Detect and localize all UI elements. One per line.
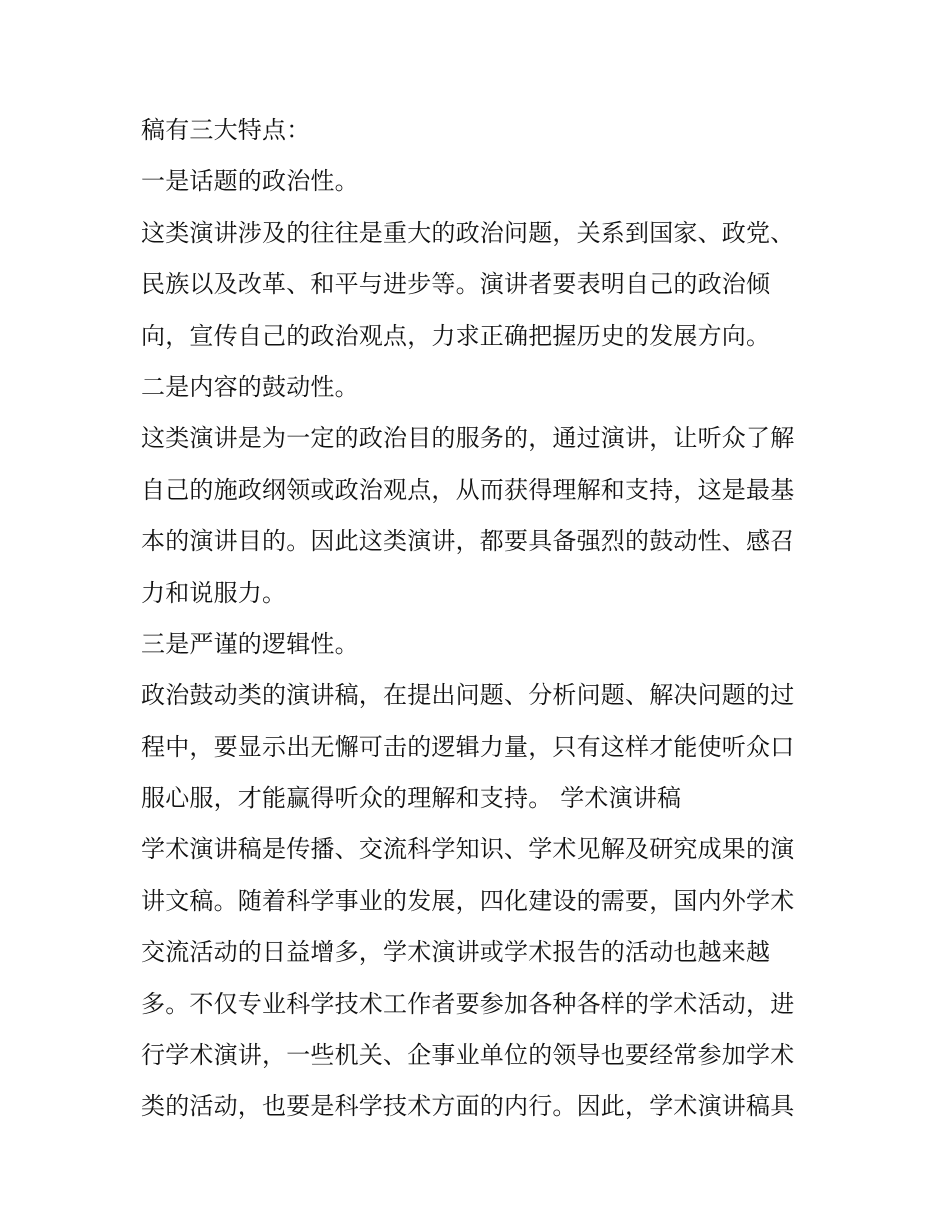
text-line: 自己的施政纲领或政治观点，从而获得理解和支持，这是最基 (141, 475, 795, 504)
text-line: 这类演讲涉及的往往是重大的政治问题，关系到国家、政党、 (141, 218, 795, 247)
text-line: 这类演讲是为一定的政治目的服务的，通过演讲，让听众了解 (141, 424, 795, 453)
text-line-academic-heading: 服心服，才能赢得听众的理解和支持。 学术演讲稿 (141, 784, 682, 813)
heading-rigorous-logic: 三是严谨的逻辑性。 (141, 629, 359, 658)
text-line: 本的演讲目的。因此这类演讲，都要具备强烈的鼓动性、感召 (141, 527, 795, 556)
text-line: 类的活动，也要是科学技术方面的内行。因此，学术演讲稿具 (141, 1092, 795, 1121)
text-line-intro: 稿有三大特点： (141, 116, 311, 144)
text-line: 学术演讲稿是传播、交流科学知识、学术见解及研究成果的演 (141, 835, 795, 864)
text-line: 程中，要显示出无懈可击的逻辑力量，只有这样才能使听众口 (141, 732, 795, 761)
heading-content-incitement: 二是内容的鼓动性。 (141, 372, 359, 401)
text-line: 民族以及改革、和平与进步等。演讲者要表明自己的政治倾 (141, 270, 771, 299)
text-line: 向，宣传自己的政治观点，力求正确把握历史的发展方向。 (141, 321, 771, 350)
document-body (141, 111, 831, 1139)
text-line: 讲文稿。随着科学事业的发展，四化建设的需要，国内外学术 (141, 886, 795, 915)
text-line: 多。不仅专业科学技术工作者要参加各种各样的学术活动，进 (141, 989, 795, 1018)
text-line: 交流活动的日益增多，学术演讲或学术报告的活动也越来越 (141, 938, 771, 967)
text-line: 力和说服力。 (141, 578, 287, 607)
text-line: 行学术演讲，一些机关、企事业单位的领导也要经常参加学术 (141, 1041, 795, 1070)
text-line: 政治鼓动类的演讲稿，在提出问题、分析问题、解决问题的过 (141, 681, 795, 710)
heading-political-topic: 一是话题的政治性。 (141, 167, 359, 196)
